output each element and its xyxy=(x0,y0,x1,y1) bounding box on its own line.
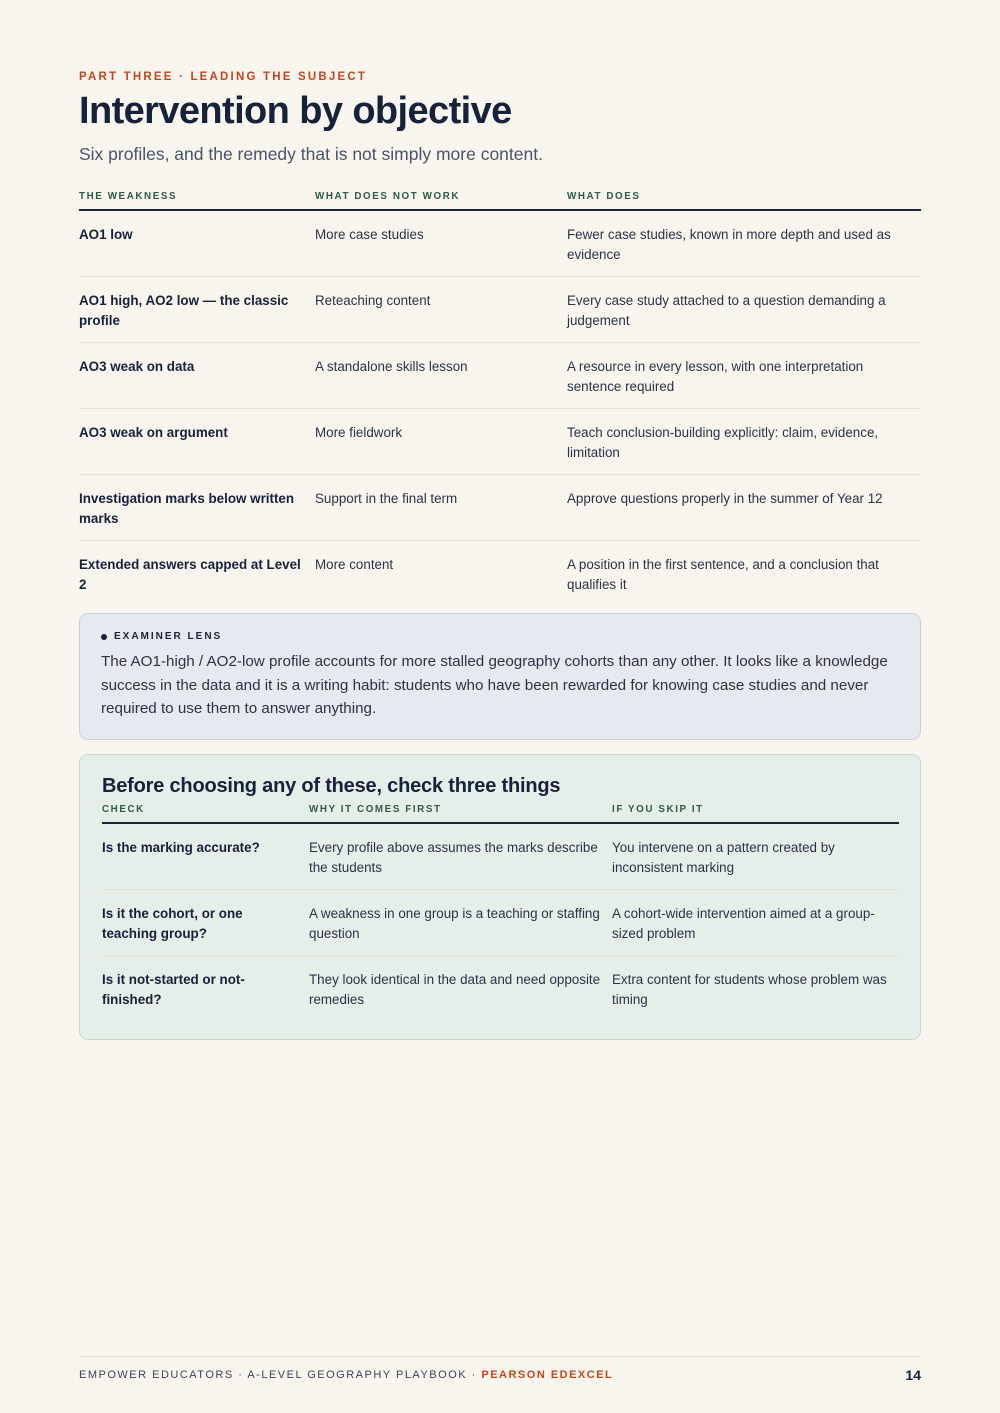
what-does-cell: A resource in every lesson, with one interpretation sentence required xyxy=(567,343,921,409)
why-first-cell: A weakness in one group is a teaching or staffing question xyxy=(309,890,612,956)
does-not-work-cell: More case studies xyxy=(315,210,567,277)
what-does-cell: A position in the first sentence, and a conclusion that qualifies it xyxy=(567,557,879,592)
table-row xyxy=(79,210,921,277)
table-row xyxy=(79,409,921,475)
examiner-lens-callout xyxy=(79,613,921,740)
column-header: CHECK xyxy=(102,804,309,823)
if-skip-cell: You intervene on a pattern created by inconsistent marking xyxy=(612,823,899,890)
intervention-table xyxy=(79,185,921,606)
does-not-work-cell: Support in the final term xyxy=(315,475,567,541)
page-number: 14 xyxy=(905,1367,921,1383)
weakness-cell: AO3 weak on argument xyxy=(79,409,315,475)
why-first-cell: They look identical in the data and need opposite remedies xyxy=(309,972,601,1007)
if-skip-cell: Extra content for students whose problem was timing xyxy=(612,972,887,1007)
bullet-dot-icon xyxy=(101,634,107,640)
table-row xyxy=(79,475,921,541)
check-panel xyxy=(79,754,921,1040)
column-header: WHY IT COMES FIRST xyxy=(309,804,612,823)
callout-label: EXAMINER LENS xyxy=(114,631,223,642)
footer-credit xyxy=(79,1369,613,1381)
check-cell: Is it not-started or not-finished? xyxy=(102,972,245,1007)
weakness-cell: AO3 weak on data xyxy=(79,343,315,409)
table-header-row xyxy=(79,185,921,210)
weakness-cell: Investigation marks below written marks xyxy=(79,475,315,541)
table-header-row xyxy=(102,804,899,823)
table-row xyxy=(79,541,921,607)
table-row xyxy=(102,890,899,956)
what-does-cell: Fewer case studies, known in more depth and used as evidence xyxy=(567,210,921,277)
check-table xyxy=(102,804,899,1021)
check-cell: Is the marking accurate? xyxy=(102,823,309,890)
does-not-work-cell: More fieldwork xyxy=(315,409,567,475)
weakness-cell: AO1 high, AO2 low — the classic profile xyxy=(79,277,315,343)
callout-body: The AO1-high / AO2-low profile accounts for more stalled geography cohorts than any other. It looks like a knowledge success in the data and it is a writing habit: students who have been rewarded for knowing case studies and never required to use them to answer anything. xyxy=(101,653,888,717)
does-not-work-cell: A standalone skills lesson xyxy=(315,343,567,409)
panel-title: Before choosing any of these, check three things xyxy=(102,775,561,797)
column-header: WHAT DOES xyxy=(567,185,921,210)
if-skip-cell: A cohort-wide intervention aimed at a group-sized problem xyxy=(612,890,899,956)
table-row xyxy=(79,277,921,343)
column-header: IF YOU SKIP IT xyxy=(612,804,899,823)
does-not-work-cell: Reteaching content xyxy=(315,277,567,343)
footer-brand: PEARSON EDEXCEL xyxy=(481,1369,614,1381)
section-eyebrow: PART THREE · LEADING THE SUBJECT xyxy=(79,71,368,83)
what-does-cell: Every case study attached to a question demanding a judgement xyxy=(567,277,921,343)
page-footer xyxy=(79,1356,921,1383)
does-not-work-cell: More content xyxy=(315,557,394,572)
check-cell: Is it the cohort, or one teaching group? xyxy=(102,890,309,956)
what-does-cell: Teach conclusion-building explicitly: claim, evidence, limitation xyxy=(567,409,921,475)
what-does-cell: Approve questions properly in the summer of Year 12 xyxy=(567,475,921,541)
column-header: WHAT DOES NOT WORK xyxy=(315,185,567,210)
callout-heading xyxy=(101,631,899,642)
table-row xyxy=(102,823,899,890)
page-title: Intervention by objective xyxy=(79,90,512,132)
column-header: THE WEAKNESS xyxy=(79,185,315,210)
weakness-cell: Extended answers capped at Level 2 xyxy=(79,557,301,592)
table-row xyxy=(79,343,921,409)
footer-series: EMPOWER EDUCATORS · A-LEVEL GEOGRAPHY PLAYBOOK · xyxy=(79,1369,482,1381)
page-subtitle: Six profiles, and the remedy that is not simply more content. xyxy=(79,144,543,164)
why-first-cell: Every profile above assumes the marks describe the students xyxy=(309,823,612,890)
weakness-cell: AO1 low xyxy=(79,210,315,277)
table-row xyxy=(102,956,899,1022)
